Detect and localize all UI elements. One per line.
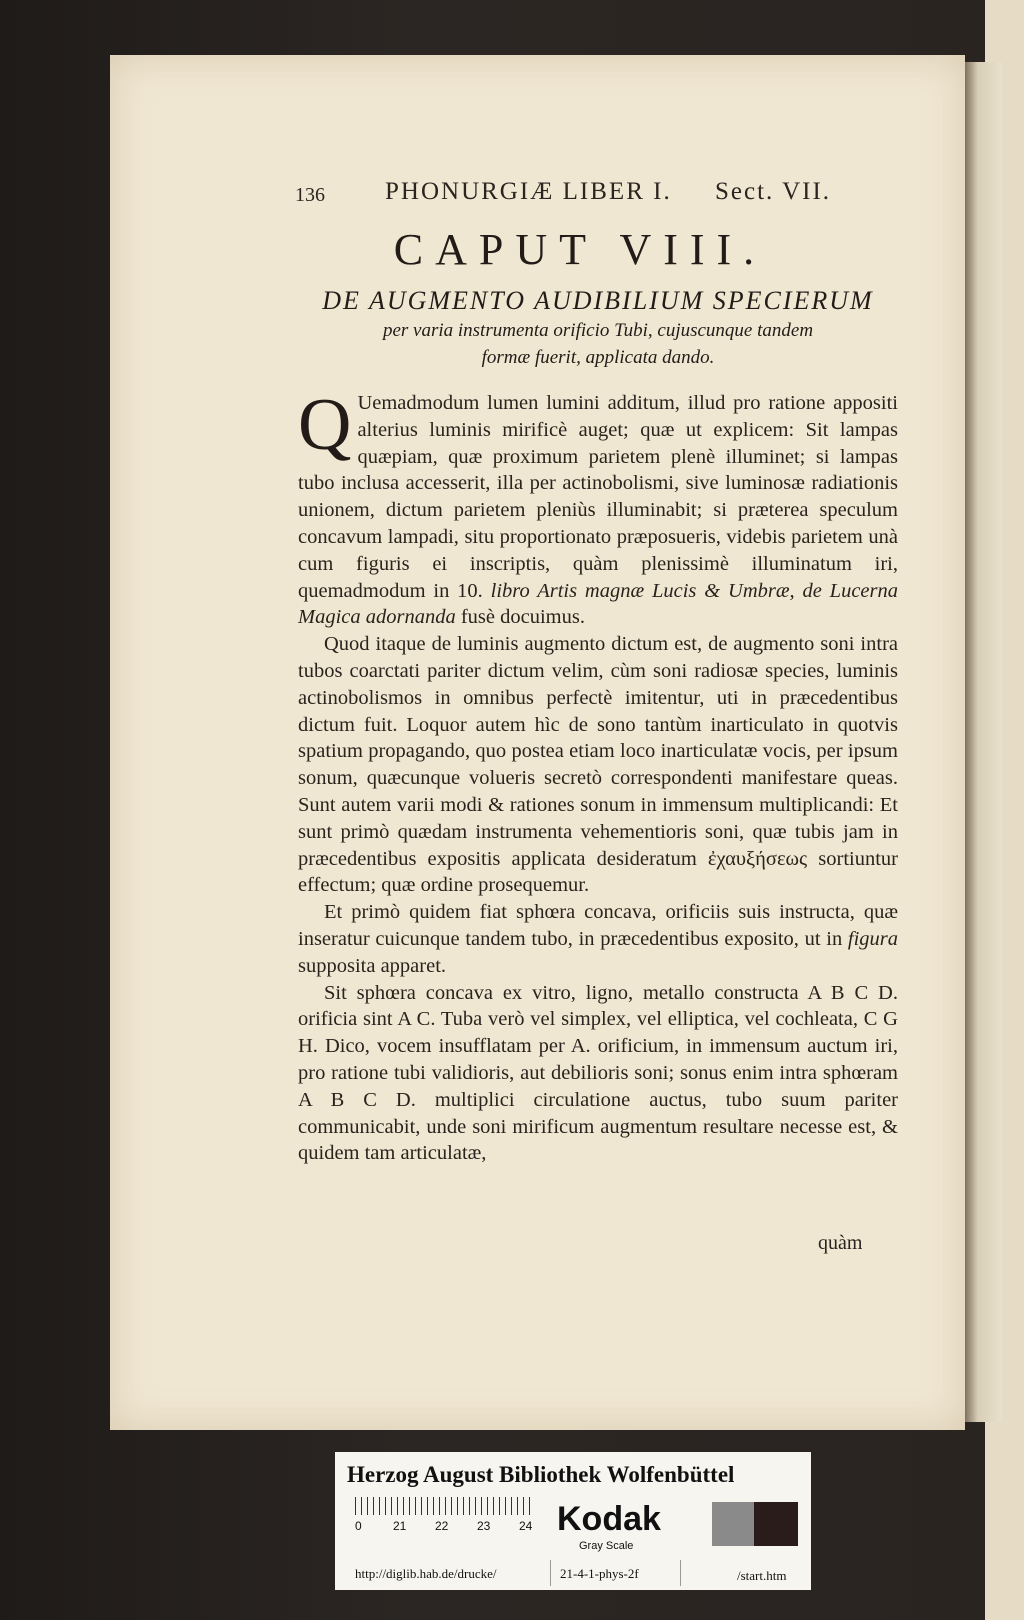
running-head <box>295 178 855 214</box>
paragraph-1-italic: libro Artis magnæ Lucis & Umbræ, de Lucerna Magica adornanda <box>298 579 899 629</box>
dark-swatch <box>754 1502 798 1546</box>
catchword: quàm <box>818 1232 863 1254</box>
subtitle-line-3: formæ fuerit, applicata dando. <box>481 347 715 368</box>
body-text <box>298 384 899 1167</box>
paragraph-3-end: supposita apparet. <box>298 954 447 977</box>
divider <box>680 1560 681 1586</box>
kodak-logo: Kodak <box>557 1500 661 1538</box>
chapter-heading: CAPUT VIII. <box>393 225 767 274</box>
chapter-subtitle <box>298 285 898 371</box>
book-gutter <box>962 62 1002 1422</box>
source-url: http://diglib.hab.de/drucke/ <box>355 1566 497 1581</box>
book-title: PHONURGIÆ LIBER I. <box>385 178 672 205</box>
paragraph-3-text: Et primò quidem fiat sphœra concava, orificiis suis instructa, quæ inseratur cuicunque tandem tubo, in præcedentibus exposito, ut in <box>298 901 898 950</box>
start-link: /start.htm <box>737 1568 787 1583</box>
divider <box>550 1560 551 1586</box>
paragraph-3-italic: figura <box>847 927 899 950</box>
library-name: Herzog August Bibliothek Wolfenbüttel <box>347 1462 735 1487</box>
subtitle-line-1: DE AUGMENTO AUDIBILIUM SPECIERUM <box>322 286 874 315</box>
paragraph-4: Sit sphœra concava ex vitro, ligno, metallo constructa A B C D. orificia sint A C. Tuba verò vel simplex, vel elliptica, vel cochleata, C G H. Dico, vocem insufflatam per A. orificium, in immensum auctum iri, pro ratione tubi validioris, aut debilioris soni; sonus enim intra sphœram A B C D. multiplici circulatione auctus, tubo suum pariter communicabit, unde soni mirificum augmentum resultare necesse est, & quidem tam articulatæ, <box>298 981 898 1165</box>
paragraph-2: Quod itaque de luminis augmento dictum est, de augmento soni intra tubos coarctati pariter dictum velim, cùm soni radiosæ species, luminis actinobolismos in omnibus perfectè imitentur, uti in præcedentibus dictum fuit. Loquor autem hìc de sono tantùm inarticulato in quotvis spatium propagando, quo postea etiam loco inarticulatæ vocis, per ipsum sonum, quæcunque volueris secretò correspondenti manifestare queas. Sunt autem varii modi & rationes sonum in immensum multiplicandi: Et sunt primò quædam instrumenta vehementioris soni, quæ tubis jam in præcedentibus expositis applicata desideratum ἐχαυξήσεως sortiuntur effectum; quæ ordine prosequemur. <box>298 633 898 897</box>
subtitle-line-2: per varia instrumenta orificio Tubi, cujuscunque tandem <box>382 320 814 341</box>
scale-number: 23 <box>477 1519 491 1533</box>
scale-number: 0 <box>355 1519 362 1533</box>
ruler-ticks <box>355 1497 535 1515</box>
scale-number: 22 <box>435 1519 449 1533</box>
shelfmark: 21-4-1-phys-2f <box>560 1566 639 1581</box>
scale-number: 21 <box>393 1519 407 1533</box>
scale-ruler <box>355 1497 555 1533</box>
gray-swatch <box>712 1502 754 1546</box>
drop-cap: Q <box>298 384 352 466</box>
scale-number: 24 <box>519 1519 533 1533</box>
paragraph-1 <box>298 384 899 631</box>
gray-scale-label: Gray Scale <box>579 1540 634 1552</box>
paragraph-1-end: fusè docuimus. <box>460 606 585 629</box>
paragraph-3 <box>298 899 898 979</box>
library-stamp <box>335 1452 811 1590</box>
section-label: Sect. VII. <box>715 178 832 205</box>
page-number: 136 <box>295 184 325 206</box>
paragraph-1-text: Uemadmodum lumen lumini additum, illud pro ratione appositi alterius luminis mirificè auget; quæ ut explicem: Sit lampas quæpiam, quæ proximum parietem plenè illuminet; si lampas tubo inclusa accesserit, illa per actinobolismi, sive luminosæ radiationis unionem, dictum parietem pleniùs illuminabit; si præterea speculum concavum lampadi, situ proportionato præposueris, videbis parietem unà cum figuris ei inscriptis, quàm plenissimè illuminatum iri, quemadmodum in 10. <box>298 392 898 602</box>
